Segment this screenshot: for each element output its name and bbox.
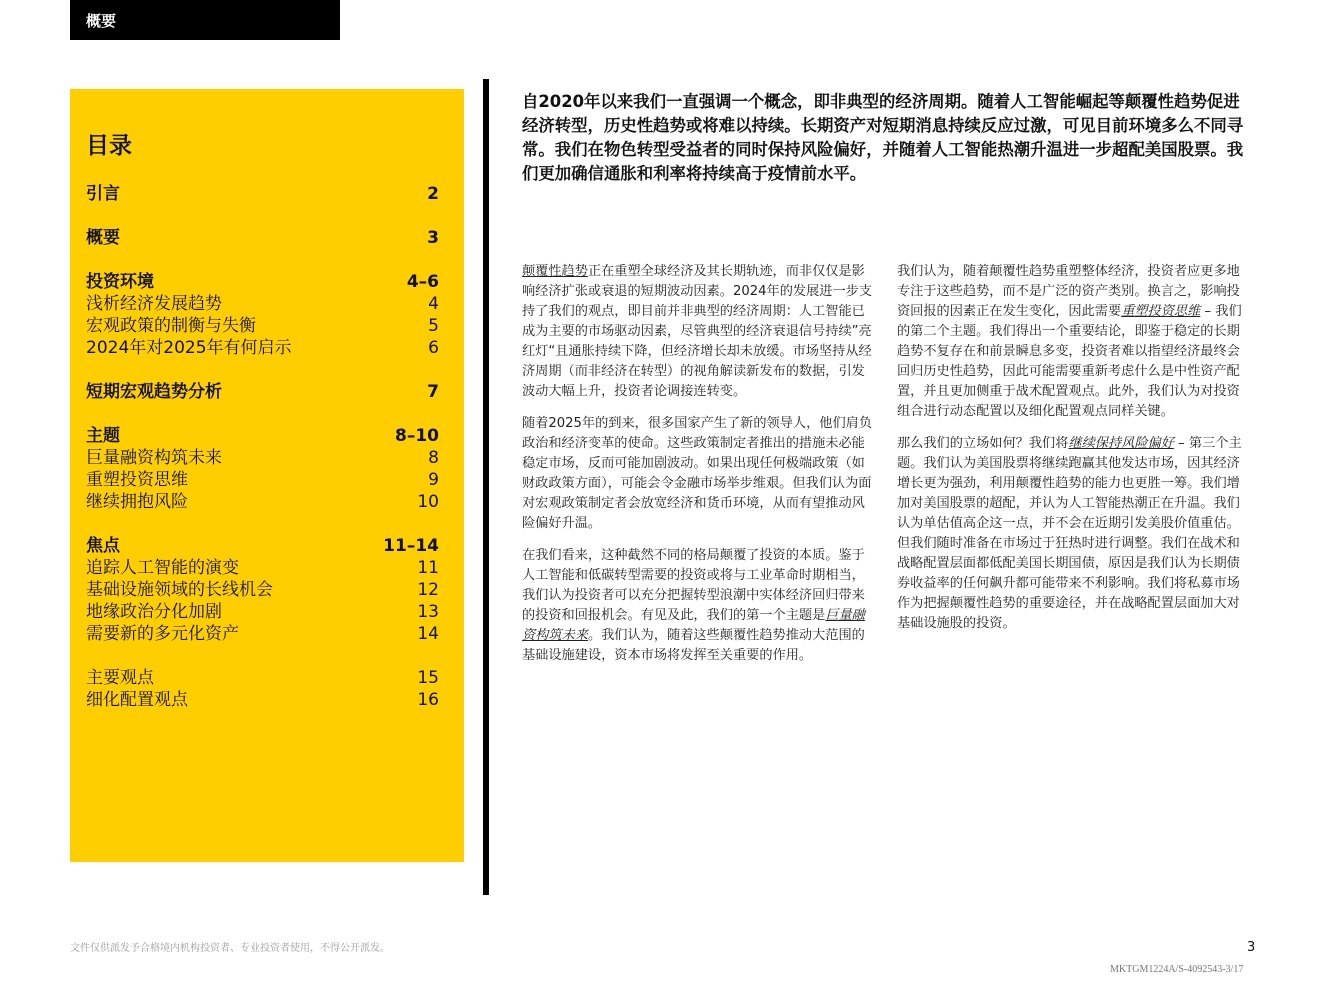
toc-subentry[interactable]: 2024年对2025年有何启示 6 <box>86 338 439 358</box>
toc-section-focus <box>86 535 439 645</box>
toc-entry[interactable]: 短期宏观趋势分析 7 <box>86 382 439 402</box>
body-column-left <box>522 262 878 678</box>
toc-entry[interactable]: 主要观点 15 <box>86 668 439 688</box>
toc-entry[interactable]: 细化配置观点 16 <box>86 690 439 710</box>
body-paragraph: 我们认为，随着颠覆性趋势重塑整体经济，投资者应更多地专注于这些趋势，而不是广泛的资产类别。换言之，影响投资回报的因素正在发生变化，因此需要重塑投资思维 – 我们的第二个主题。我们得出一个重要结论，即鉴于稳定的长期趋势不复存在和前景瞬息多变，投资者难以指望经济最终会回归历史性趋势，因此可能需要重新考虑什么是中性资产配置，并且更加侧重于战术配置观点。此外，我们认为对投资组合进行动态配置以及细化配置观点同样关键。 <box>897 264 1242 419</box>
body-paragraph: 在我们看来，这种截然不同的格局颠覆了投资的本质。鉴于人工智能和低碳转型需要的投资或将与工业革命时期相当，我们认为投资者可以充分把握转型浪潮中实体经济回归带来的投资和回报机会。有见及此，我们的第一个主题是巨量融资构筑未来。我们认为，随着这些颠覆性趋势推动大范围的基础设施建设，资本市场将发挥至关重要的作用。 <box>522 548 865 663</box>
page-number: 3 <box>1247 940 1256 955</box>
toc-entry[interactable]: 焦点 11–14 <box>86 536 439 556</box>
toc-entry[interactable]: 投资环境 4–6 <box>86 272 439 292</box>
vertical-divider <box>483 79 489 895</box>
intro-summary: 自2020年以来我们一直强调一个概念，即非典型的经济周期。随着人工智能崛起等颠覆性趋势促进经济转型，历史性趋势或将难以持续。长期资产对短期消息持续反应过激，可见目前环境多么不同寻常。我们在物色转型受益者的同时保持风险偏好，并随着人工智能热潮升温进一步超配美国股票。我们更加确信通胀和利率将持续高于疫情前水平。 <box>522 92 1244 183</box>
toc-subentry[interactable]: 重塑投资思维 9 <box>86 470 439 490</box>
table-of-contents <box>70 89 464 862</box>
toc-section-introduction <box>86 183 439 205</box>
toc-entry[interactable]: 概要 3 <box>86 228 439 248</box>
toc-entry[interactable]: 主题 8–10 <box>86 426 439 446</box>
toc-subentry[interactable]: 基础设施领域的长线机会 12 <box>86 580 439 600</box>
theme-link-3[interactable]: 继续保持风险偏好 <box>1068 436 1174 451</box>
toc-subentry[interactable]: 地缘政治分化加剧 13 <box>86 602 439 622</box>
body-paragraph: 那么我们的立场如何？我们将继续保持风险偏好 – 第三个主题。我们认为美国股票将继续跑赢其他发达市场，因其经济增长更为强劲，利用颠覆性趋势的能力也更胜一筹。我们增加对美国股票的超配，并认为人工智能热潮正在升温。我们认为单估值高企这一点，并不会在近期引发美股价值重估。但我们随时准备在市场过于狂热时进行调整。我们在战术和战略配置层面都低配美国长期国债，原因是我们认为长期债券收益率的任何飙升都可能带来不利影响。我们将私募市场作为把握颠覆性趋势的重要途径，并在战略配置层面加大对基础设施股的投资。 <box>897 436 1242 631</box>
toc-subentry[interactable]: 浅析经济发展趋势 4 <box>86 294 439 314</box>
body-column-right <box>897 262 1253 646</box>
toc-subentry[interactable]: 宏观政策的制衡与失衡 5 <box>86 316 439 336</box>
disruptive-trends-link[interactable]: 颠覆性趋势 <box>522 264 588 279</box>
section-header-label: 概要 <box>86 12 117 30</box>
toc-subentry[interactable]: 继续拥抱风险 10 <box>86 492 439 512</box>
toc-entry[interactable]: 引言 2 <box>86 184 439 204</box>
toc-section-overview <box>86 227 439 249</box>
footer-disclaimer: 文件仅供派发予合格境内机构投资者、专业投资者使用，不得公开派发。 <box>70 943 390 954</box>
section-header-tab <box>70 0 340 40</box>
toc-section-themes <box>86 425 439 513</box>
document-code: MKTGM1224A/S-4092543-3/17 <box>1110 964 1244 975</box>
toc-title: 目录 <box>86 133 132 159</box>
toc-subentry[interactable]: 巨量融资构筑未来 8 <box>86 448 439 468</box>
body-paragraph: 颠覆性趋势正在重塑全球经济及其长期轨迹，而非仅仅是影响经济扩张或衰退的短期波动因素。2024年的发展进一步支持了我们的观点，即目前并非典型的经济周期：人工智能已成为主要的市场驱动因素，尽管典型的经济衰退信号持续”亮红灯“且通胀持续下降，但经济增长却未放缓。市场坚持从经济周期（而非经济在转型）的视角解读新发布的数据，引发波动大幅上升，投资者论调接连转变。 <box>522 264 873 399</box>
theme-link-2[interactable]: 重塑投资思维 <box>1121 304 1201 319</box>
toc-subentry[interactable]: 追踪人工智能的演变 11 <box>86 558 439 578</box>
toc-section-short-term-macro <box>86 381 439 403</box>
toc-section-investment-environment <box>86 271 439 359</box>
toc-section-views <box>86 667 439 711</box>
body-paragraph: 随着2025年的到来，很多国家产生了新的领导人，他们肩负政治和经济变革的使命。这些政策制定者推出的措施未必能稳定市场，反而可能加剧波动。如果出现任何极端政策（如财政政策方面），可能会令金融市场举步维艰。但我们认为面对宏观政策制定者会放宽经济和货币环境，从而有望推动风险偏好升温。 <box>522 416 873 531</box>
toc-subentry[interactable]: 需要新的多元化资产 14 <box>86 624 439 644</box>
theme-link-1[interactable]: 巨量融资构筑未来 <box>522 608 865 643</box>
